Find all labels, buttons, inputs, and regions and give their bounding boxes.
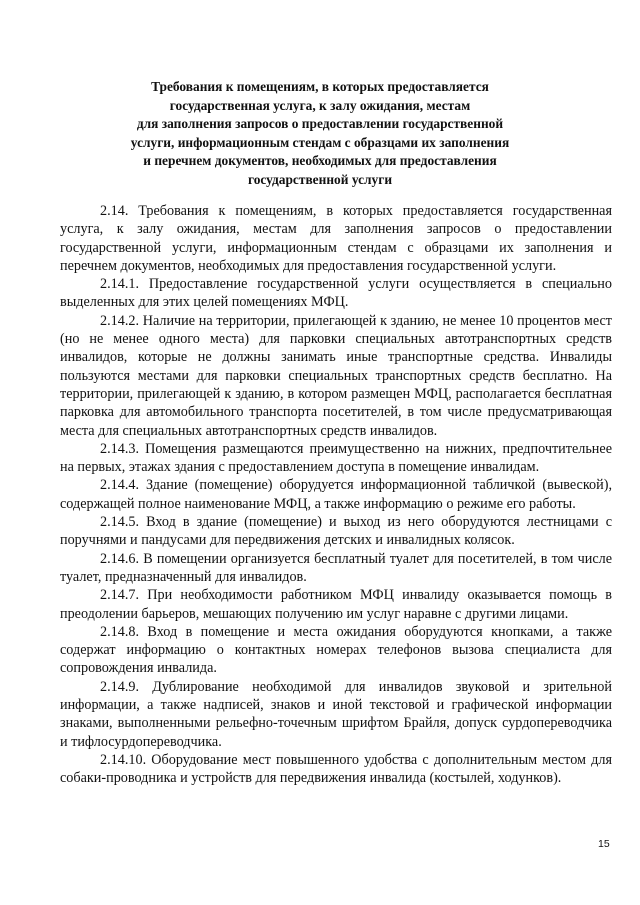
page-number: 15 [598,838,610,850]
heading-line: для заполнения запросов о предоставлении государственной [136,116,504,132]
section-heading [100,78,540,190]
heading-line: и перечнем документов, необходимых для предоставления [143,153,497,169]
paragraph-2-14: 2.14. Требования к помещениям, в которых предоставляется государственная услуга, к залу ожидания, местам для заполнения запросов о предоставлении государственной услуги, информационным стендам с образцами их заполнения и перечнем документов, необходимых для предоставления государственной услуги. [60,203,612,274]
paragraph-2-14-3: 2.14.3. Помещения размещаются преимущественно на нижних, предпочтительнее на первых, этажах здания с предоставлением доступа в помещение инвалидам. [60,440,612,476]
paragraph-2-14-1: 2.14.1. Предоставление государственной услуги осуществляется в специально выделенных для этих целей помещениях МФЦ. [60,276,612,311]
paragraph-2-14-9: 2.14.9. Дублирование необходимой для инвалидов звуковой и зрительной информации, а также надписей, знаков и иной текстовой и графической информации знаками, выполненными рельефно-точечным шрифтом Брайля, допуск сурдопереводчика и тифлосурдопереводчика. [60,678,612,750]
heading-line: услуги, информационным стендам с образцами их заполнения [130,134,510,150]
heading-line: государственной услуги [247,171,393,187]
heading-line: Требования к помещениям, в которых предоставляется [151,79,489,94]
paragraph-2-14-6: 2.14.6. В помещении организуется бесплатный туалет для посетителей, в том числе туалет, предназначенный для инвалидов. [60,550,612,585]
paragraph-2-14-8: 2.14.8. Вход в помещение и места ожидания оборудуются кнопками, а также содержат информацию о контактных номерах телефонов вызова специалиста для сопровождения инвалида. [60,623,612,677]
paragraph-2-14-2: 2.14.2. Наличие на территории, прилегающей к зданию, не менее 10 процентов мест (но не менее одного места) для парковки специальных автотранспортных средств инвалидов, которые не должны занимать иные транспортные средства. Инвалиды пользуются местами для парковки специальных транспортных средств бесплатно. На территории, прилегающей к зданию, в котором размещен МФЦ, располагается бесплатная парковка для автомобильного транспорта посетителей, в том числе предусматривающая места для специальных автотранспортных средств инвалидов. [60,312,612,439]
paragraph-2-14-10: 2.14.10. Оборудование мест повышенного удобства с дополнительным местом для собаки-проводника и устройств для передвижения инвалида (костылей, ходунков). [60,751,612,787]
paragraph-2-14-7: 2.14.7. При необходимости работником МФЦ инвалиду оказывается помощь в преодолении барьеров, мешающих получению им услуг наравне с другими лицами. [60,587,612,622]
heading-line: государственная услуга, к залу ожидания, местам [169,97,471,113]
paragraph-2-14-5: 2.14.5. Вход в здание (помещение) и выход из него оборудуются лестницами с поручнями и пандусами для передвижения детских и инвалидных колясок. [60,514,612,549]
document-body [60,202,612,788]
paragraph-2-14-4: 2.14.4. Здание (помещение) оборудуется информационной табличкой (вывеской), содержащей полное наименование МФЦ, а также информацию о режиме его работы. [60,477,612,512]
